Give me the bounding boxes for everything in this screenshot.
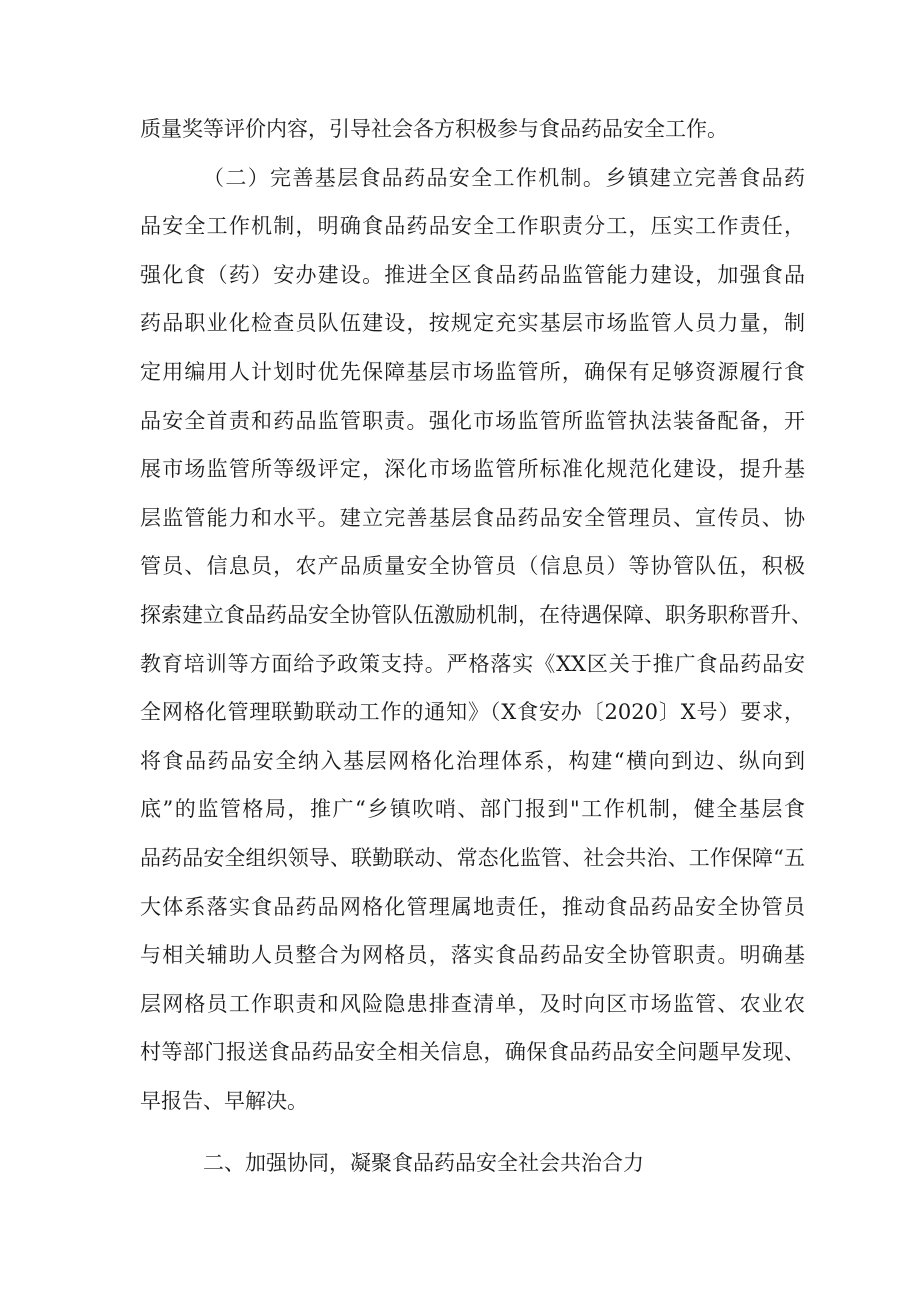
paragraph-line: 教育培训等方面给予政策支持。严格落实《XX区关于推广食品药品安: [140, 651, 805, 676]
paragraph-line: 底”的监管格局，推广“乡镇吹哨、部门报到"工作机制，健全基层食: [140, 797, 805, 822]
paragraph-line: 品安全首责和药品监管职责。强化市场监管所监管执法装备配备，开: [140, 408, 805, 433]
paragraph-line: 定用编用人计划时优先保障基层市场监管所，确保有足够资源履行食: [140, 359, 805, 384]
paragraph-line: 探索建立食品药品安全协管队伍激励机制，在待遇保障、职务职称晋升、: [140, 602, 812, 627]
paragraph-line: （二）完善基层食品药品安全工作机制。乡镇建立完善食品药: [203, 165, 805, 190]
paragraph-line: 药品职业化检查员队伍建设，按规定充实基层市场监管人员力量，制: [140, 311, 805, 336]
paragraph-line: 质量奖等评价内容，引导社会各方积极参与食品药品安全工作。: [140, 117, 728, 141]
paragraph-line: 管员、信息员，农产品质量安全协管员（信息员）等协管队伍，积极: [140, 554, 805, 579]
paragraph-line: 早报告、早解决。: [140, 1088, 308, 1113]
section-heading: 二、加强协同，凝聚食品药品安全社会共治合力: [203, 1151, 644, 1176]
body-text: [140, 105, 812, 1188]
paragraph-line: 层网格员工作职责和风险隐患排查清单，及时向区市场监管、农业农: [140, 991, 805, 1016]
paragraph-line: 层监管能力和水平。建立完善基层食品药品安全管理员、宣传员、协: [140, 505, 805, 530]
paragraph-line: 展市场监管所等级评定，深化市场监管所标准化规范化建设，提升基: [140, 457, 805, 482]
paragraph-line: 将食品药品安全纳入基层网格化治理体系，构建“横向到边、纵向到: [140, 748, 805, 773]
paragraph-line: 村等部门报送食品药品安全相关信息，确保食品药品安全问题早发现、: [140, 1040, 805, 1065]
paragraph-line: 大体系落实食品药品网格化管理属地责任，推动食品药品安全协管员: [140, 894, 805, 919]
paragraph-line: 品药品安全组织领导、联勤联动、常态化监管、社会共治、工作保障“五: [140, 845, 805, 870]
paragraph-line: 全网格化管理联勤联动工作的通知》（X食安办〔2020〕X号）要求，: [140, 700, 805, 725]
paragraph-line: 与相关辅助人员整合为网格员，落实食品药品安全协管职责。明确基: [140, 943, 805, 968]
paragraph-line: 品安全工作机制，明确食品药品安全工作职责分工，压实工作责任，: [140, 214, 805, 239]
paragraph-line: 强化食（药）安办建设。推进全区食品药品监管能力建设，加强食品: [140, 262, 805, 287]
